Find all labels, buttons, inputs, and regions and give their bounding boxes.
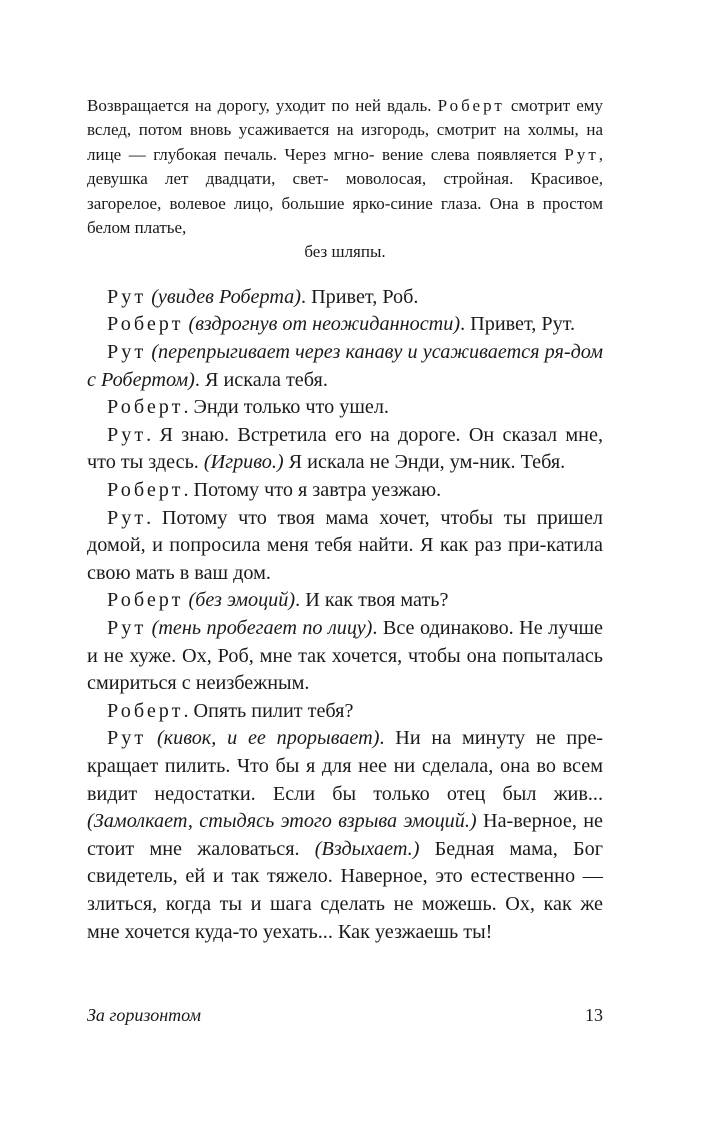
stage-remark: (увидев Роберта)	[151, 285, 301, 308]
dialogue-line	[87, 339, 603, 394]
page-footer	[87, 1005, 603, 1026]
stage-remark: (тень пробегает по лицу)	[151, 616, 373, 639]
running-title: За горизонтом	[87, 1005, 201, 1025]
stage-text: вение слева появляется	[382, 144, 557, 164]
stage-text: , девушка лет двадцати, свет-	[87, 144, 603, 189]
dialogue-text: . Энди только что ушел.	[183, 396, 389, 419]
dialogue-line	[87, 725, 603, 946]
stage-text: большие ярко-синие глаза. Она в простом белом платье,	[87, 193, 603, 238]
stage-remark: (Вздыхает.)	[314, 837, 420, 860]
dialogue-text: . Привет, Роб.	[300, 285, 419, 308]
dialogue-line	[87, 311, 603, 339]
stage-remark: (Замолкает, стыдясь этого взрыва эмоций.)	[87, 810, 477, 833]
stage-text: моволосая, стройная. Красивое, загорелое, волевое лицо,	[87, 169, 603, 213]
dialogue	[87, 284, 603, 946]
dialogue-text: . Опять пилит тебя?	[183, 699, 354, 722]
dialogue-text: . Я знаю. Встретила его на дороге. Он сказал мне, что ты здесь.	[87, 423, 603, 474]
stage-direction	[87, 94, 603, 265]
stage-remark: (вздрогнув от неожиданности)	[188, 313, 461, 336]
dialogue-text: . Привет, Рут.	[460, 313, 576, 336]
speaker-name: Роберт	[107, 313, 184, 336]
dialogue-line	[87, 587, 603, 615]
stage-remark: (Игриво.)	[203, 451, 284, 474]
dialogue-text: Бедная мама, Бог свидетель, ей и так тяжело. Наверное, это естественно — злиться, когда ты и шага сделать не можешь. Ох, как же мне хочется куда-то уехать... Как уезжаешь ты!	[87, 837, 603, 943]
stage-text: Возвращается на дорогу, уходит по ней вдаль.	[87, 96, 432, 115]
dialogue-text: На-верное, не стоит мне жаловаться.	[87, 810, 603, 860]
stage-text: смотрит ему вслед, потом вновь усаживается на изгородь,	[87, 96, 604, 140]
dialogue-text: . Все одинаково. Не лучше и не хуже. Ох, Роб, мне так хочется, чтобы она попыталась смириться с неизбежным.	[87, 616, 603, 695]
speaker-name: Рут	[107, 285, 147, 308]
speaker-name: Роберт	[107, 396, 184, 419]
dialogue-line	[87, 477, 603, 505]
stage-remark: (без эмоций)	[188, 589, 296, 612]
speaker-name: Роберт	[107, 479, 184, 501]
dialogue-line	[87, 615, 603, 698]
dialogue-line	[87, 505, 603, 588]
dialogue-line	[87, 284, 603, 312]
stage-remark: (перепрыгивает через канаву и усаживается ря-дом с Робертом)	[87, 341, 603, 391]
page-body	[87, 94, 603, 946]
dialogue-line	[87, 422, 603, 477]
speaker-name: Роберт	[437, 96, 505, 115]
stage-text: смотрит на холмы, на лице — глубокая печаль. Через мгно-	[87, 120, 603, 164]
dialogue-line	[87, 698, 603, 726]
dialogue-line	[87, 394, 603, 422]
dialogue-text: . И как твоя мать?	[295, 589, 449, 612]
page-number: 13	[585, 1005, 603, 1025]
dialogue-text: . Я искала тебя.	[194, 368, 328, 391]
speaker-name: Рут	[564, 144, 599, 164]
stage-remark: (кивок, и ее прорывает)	[156, 727, 380, 750]
speaker-name: Роберт	[107, 589, 184, 612]
speaker-name: Рут	[107, 727, 147, 750]
speaker-name: Рут	[107, 423, 147, 446]
stage-text-last: без шляпы.	[304, 242, 386, 262]
dialogue-text: . Потому что я завтра уезжаю.	[183, 479, 442, 501]
speaker-name: Рут	[107, 616, 147, 639]
speaker-name: Роберт	[107, 699, 184, 722]
speaker-name: Рут	[107, 506, 147, 529]
dialogue-text: Я искала не Энди, ум-ник. Тебя.	[288, 451, 566, 474]
speaker-name: Рут	[107, 341, 147, 364]
dialogue-text: . Потому что твоя мама хочет, чтобы ты пришел домой, и попросила меня тебя найти. Я как раз при-катила свою мать в ваш дом.	[87, 506, 603, 584]
dialogue-text: . Ни на минуту не пре-кращает пилить. Что бы я для нее ни сделала, она во всем видит недостатки. Если бы только отец был жив...	[87, 727, 603, 805]
